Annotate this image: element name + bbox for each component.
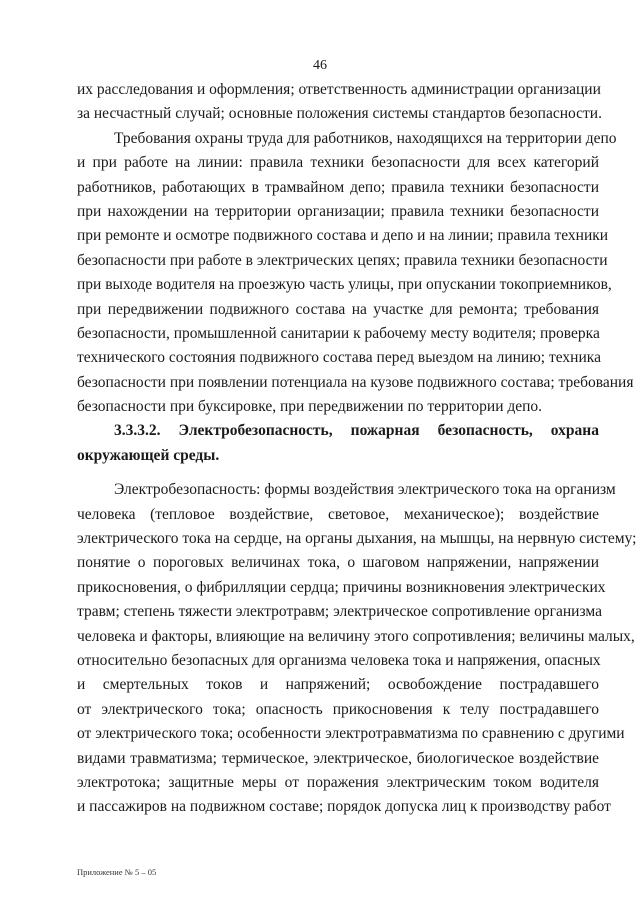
text-line: их расследования и оформления; ответственность администрации организации xyxy=(77,81,601,98)
text-line: человека (тепловое воздействие, световое, механическое); воздействие xyxy=(77,505,599,523)
text-line: технического состояния подвижного состава перед выездом на линию; техника xyxy=(77,349,601,367)
text-line: безопасности при появлении потенциала на кузове подвижного состава; требования xyxy=(77,373,634,391)
heading-word: безопасность, xyxy=(437,422,533,440)
text-line: Электробезопасность: формы воздействия электрического тока на организм xyxy=(114,481,616,499)
section-heading-line xyxy=(77,419,599,443)
text-line: электрического тока на сердце, на органы дыхания, на мышцы, на нервную систему; xyxy=(77,530,637,548)
page-footer: Приложение № 5 – 05 xyxy=(77,867,157,877)
text-line: электротока; защитные меры от поражения электрическим током водителя xyxy=(77,773,599,791)
text-line: травм; степень тяжести электротравм; электрическое сопротивление организма xyxy=(77,603,602,621)
section-number: 3.3.3.2. xyxy=(114,422,161,440)
text-line: при выходе водителя на проезжую часть улицы, при опускании токоприемников, xyxy=(77,276,612,294)
paragraph-continuation xyxy=(77,78,602,127)
heading-word: пожарная xyxy=(350,422,420,440)
text-line: видами травматизма; термическое, электрическое, биологическое воздействие xyxy=(77,749,599,767)
text-line: при ремонте и осмотре подвижного состава и депо и на линии; правила техники xyxy=(77,227,609,245)
text-line: прикосновения, о фибрилляции сердца; причины возникновения электрических xyxy=(77,578,606,596)
text-line: безопасности при работе в электрических цепях; правила техники безопасности xyxy=(77,251,608,269)
text-line: от электрического тока; особенности электротравматизма по сравнению с другими xyxy=(77,725,625,743)
text-line: безопасности при буксировке, при передвижении по территории депо. xyxy=(77,398,543,416)
text-line: относительно безопасных для организма человека тока и напряжения, опасных xyxy=(77,651,601,669)
heading-word: охрана xyxy=(550,422,599,440)
text-line: при нахождении на территории организации; правила техники безопасности xyxy=(77,202,599,220)
text-line: и смертельных токов и напряжений; освобождение пострадавшего xyxy=(77,676,599,694)
text-line: и при работе на линии: правила техники безопасности для всех категорий xyxy=(77,154,599,172)
text-line: при передвижении подвижного состава на участке для ремонта; требования xyxy=(77,300,599,318)
section-heading xyxy=(77,419,599,468)
text-line: Требования охраны труда для работников, находящихся на территории депо xyxy=(114,129,617,147)
text-line: работников, работающих в трамвайном депо; правила техники безопасности xyxy=(77,178,599,196)
text-line: и пассажиров на подвижном составе; порядок допуска лиц к производству работ xyxy=(77,798,611,816)
page-number: 46 xyxy=(313,58,327,73)
section-heading-line: окружающей среды. xyxy=(77,446,220,464)
text-line: человека и факторы, влияющие на величину этого сопротивления; величины малых, xyxy=(77,627,635,645)
paragraph-safety-requirements xyxy=(77,127,634,420)
text-line: понятие о пороговых величинах тока, о шаговом напряжении, напряжении xyxy=(77,554,599,572)
text-line: от электрического тока; опасность прикосновения к телу пострадавшего xyxy=(77,700,599,718)
text-line: за несчастный случай; основные положения системы стандартов безопасности. xyxy=(77,105,602,123)
text-line: безопасности, промышленной санитарии к рабочему месту водителя; проверка xyxy=(77,324,600,342)
document-body xyxy=(77,78,637,820)
heading-word: Электробезопасность, xyxy=(178,422,333,440)
paragraph-electrical-safety xyxy=(77,478,637,819)
